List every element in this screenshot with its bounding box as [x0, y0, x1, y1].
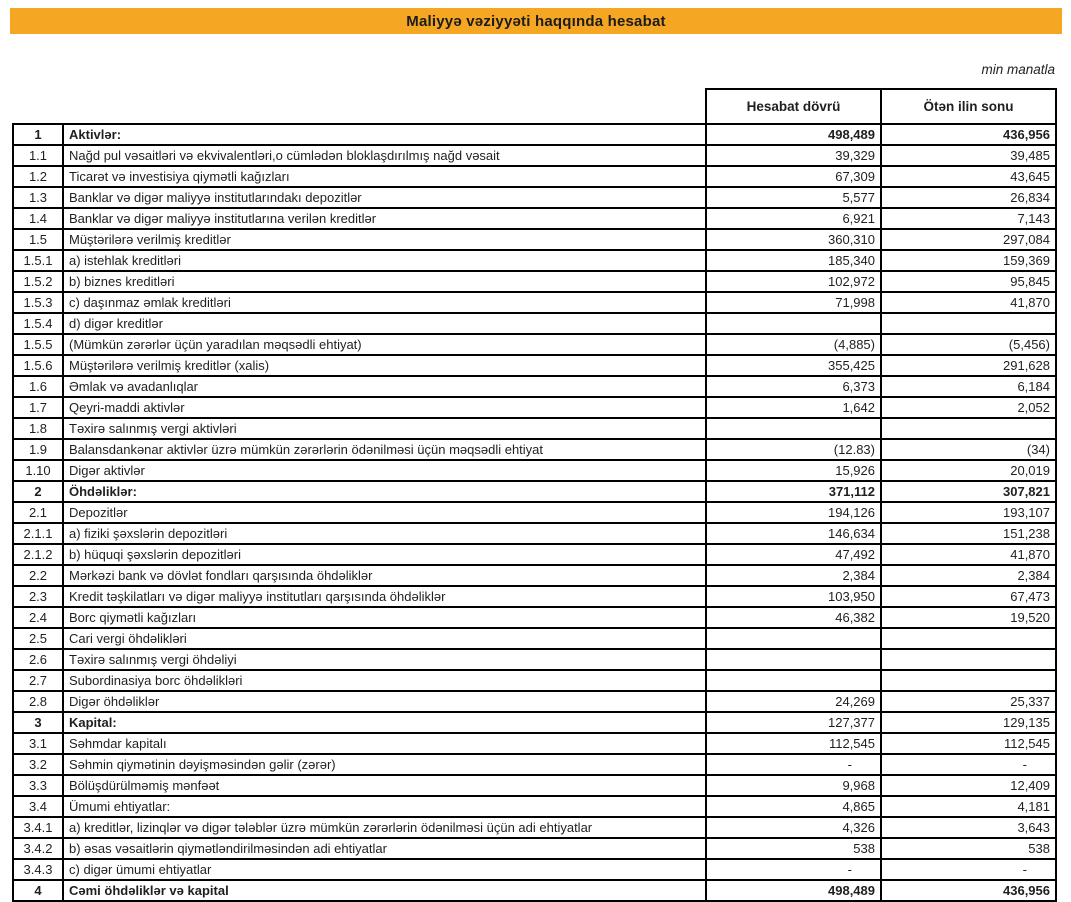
table-row [13, 670, 1056, 691]
value-current-period [706, 313, 881, 334]
value-current-period: 71,998 [706, 292, 881, 313]
row-number: 1.5 [13, 229, 63, 250]
table-row [13, 439, 1056, 460]
value-current-period: 4,865 [706, 796, 881, 817]
table-row [13, 859, 1056, 880]
value-current-period: 15,926 [706, 460, 881, 481]
table-row [13, 712, 1056, 733]
value-current-period: - [706, 754, 881, 775]
value-current-period [706, 628, 881, 649]
value-previous-year-end: 43,645 [881, 166, 1056, 187]
row-label: a) kreditlər, lizinqlər və digər tələblər üzrə mümkün zərərlərin ödənilməsi üçün adi ehtiyatlar [63, 817, 706, 838]
row-number: 2.1 [13, 502, 63, 523]
value-current-period: 185,340 [706, 250, 881, 271]
value-previous-year-end [881, 670, 1056, 691]
row-label: Nağd pul vəsaitləri və ekvivalentləri,o cümlədən bloklaşdırılmış nağd vəsait [63, 145, 706, 166]
table-row [13, 607, 1056, 628]
row-label: Bölüşdürülməmiş mənfəət [63, 775, 706, 796]
header-spacer [63, 89, 706, 124]
value-previous-year-end: 25,337 [881, 691, 1056, 712]
value-current-period: 538 [706, 838, 881, 859]
row-label: Əmlak və avadanlıqlar [63, 376, 706, 397]
unit-note: min manatla [981, 62, 1055, 77]
table-row [13, 418, 1056, 439]
value-previous-year-end [881, 649, 1056, 670]
value-current-period: 355,425 [706, 355, 881, 376]
row-number: 3.4.1 [13, 817, 63, 838]
table-row [13, 817, 1056, 838]
value-previous-year-end: 151,238 [881, 523, 1056, 544]
value-previous-year-end: 291,628 [881, 355, 1056, 376]
value-previous-year-end [881, 628, 1056, 649]
financial-position-table [12, 88, 1057, 902]
row-number: 2.5 [13, 628, 63, 649]
column-header-previous-year-end: Ötən ilin sonu [881, 89, 1056, 124]
value-current-period: 371,112 [706, 481, 881, 502]
value-previous-year-end: - [881, 859, 1056, 880]
row-label: Digər aktivlər [63, 460, 706, 481]
table-row [13, 628, 1056, 649]
row-number: 1.3 [13, 187, 63, 208]
table-row [13, 775, 1056, 796]
row-label: Borc qiymətli kağızları [63, 607, 706, 628]
value-previous-year-end [881, 313, 1056, 334]
row-number: 3.4.2 [13, 838, 63, 859]
table-row [13, 649, 1056, 670]
row-number: 2.2 [13, 565, 63, 586]
row-number: 1 [13, 124, 63, 145]
row-label: Cari vergi öhdəlikləri [63, 628, 706, 649]
table-row [13, 544, 1056, 565]
row-label: b) hüquqi şəxslərin depozitləri [63, 544, 706, 565]
value-previous-year-end: 20,019 [881, 460, 1056, 481]
row-number: 2.7 [13, 670, 63, 691]
value-previous-year-end: 26,834 [881, 187, 1056, 208]
row-label: Banklar və digər maliyyə institutlarındakı depozitlər [63, 187, 706, 208]
row-number: 2 [13, 481, 63, 502]
row-label: Mərkəzi bank və dövlət fondları qarşısında öhdəliklər [63, 565, 706, 586]
value-previous-year-end: 2,384 [881, 565, 1056, 586]
row-number: 1.5.4 [13, 313, 63, 334]
table-row [13, 397, 1056, 418]
value-current-period: 127,377 [706, 712, 881, 733]
row-label: Kredit təşkilatları və digər maliyyə institutları qarşısında öhdəliklər [63, 586, 706, 607]
value-current-period: 360,310 [706, 229, 881, 250]
row-number: 1.5.1 [13, 250, 63, 271]
table-row [13, 271, 1056, 292]
row-number: 2.4 [13, 607, 63, 628]
value-current-period: 6,373 [706, 376, 881, 397]
value-previous-year-end: 7,143 [881, 208, 1056, 229]
row-label: (Mümkün zərərlər üçün yaradılan məqsədli ehtiyat) [63, 334, 706, 355]
table-header-row [13, 89, 1056, 124]
row-label: a) istehlak kreditləri [63, 250, 706, 271]
row-number: 2.1.2 [13, 544, 63, 565]
row-label: c) digər ümumi ehtiyatlar [63, 859, 706, 880]
row-number: 1.6 [13, 376, 63, 397]
table-row [13, 481, 1056, 502]
page-title: Maliyyə vəziyyəti haqqında hesabat [406, 12, 666, 30]
row-number: 3.2 [13, 754, 63, 775]
table-row [13, 334, 1056, 355]
table-row [13, 523, 1056, 544]
row-number: 1.2 [13, 166, 63, 187]
value-previous-year-end: 436,956 [881, 124, 1056, 145]
row-number: 2.6 [13, 649, 63, 670]
table-row [13, 460, 1056, 481]
row-label: Səhmdar kapitalı [63, 733, 706, 754]
value-current-period: 2,384 [706, 565, 881, 586]
row-number: 1.10 [13, 460, 63, 481]
row-label: Qeyri-maddi aktivlər [63, 397, 706, 418]
value-current-period: 4,326 [706, 817, 881, 838]
row-label: c) daşınmaz əmlak kreditləri [63, 292, 706, 313]
table-row [13, 733, 1056, 754]
table-row [13, 754, 1056, 775]
table-row [13, 229, 1056, 250]
row-label: Səhmin qiymətinin dəyişməsindən gəlir (zərər) [63, 754, 706, 775]
value-previous-year-end: (34) [881, 439, 1056, 460]
value-previous-year-end: 297,084 [881, 229, 1056, 250]
row-label: Ticarət və investisiya qiymətli kağızları [63, 166, 706, 187]
row-number: 1.8 [13, 418, 63, 439]
row-number: 3.3 [13, 775, 63, 796]
table-row [13, 691, 1056, 712]
table-row [13, 838, 1056, 859]
value-current-period [706, 418, 881, 439]
value-current-period: 1,642 [706, 397, 881, 418]
row-number: 3.4.3 [13, 859, 63, 880]
value-previous-year-end: 307,821 [881, 481, 1056, 502]
value-previous-year-end: 41,870 [881, 544, 1056, 565]
row-number: 2.3 [13, 586, 63, 607]
row-label: Kapital: [63, 712, 706, 733]
value-previous-year-end: 159,369 [881, 250, 1056, 271]
value-current-period [706, 670, 881, 691]
row-label: Depozitlər [63, 502, 706, 523]
value-current-period: 103,950 [706, 586, 881, 607]
value-previous-year-end: 19,520 [881, 607, 1056, 628]
value-current-period: - [706, 859, 881, 880]
row-number: 2.1.1 [13, 523, 63, 544]
row-label: Təxirə salınmış vergi öhdəliyi [63, 649, 706, 670]
row-number: 4 [13, 880, 63, 901]
row-label: Cəmi öhdəliklər və kapital [63, 880, 706, 901]
value-previous-year-end: 3,643 [881, 817, 1056, 838]
row-number: 1.5.6 [13, 355, 63, 376]
row-label: Müştərilərə verilmiş kreditlər [63, 229, 706, 250]
row-label: b) əsas vəsaitlərin qiymətləndirilməsindən adi ehtiyatlar [63, 838, 706, 859]
value-previous-year-end: 6,184 [881, 376, 1056, 397]
table-row [13, 796, 1056, 817]
value-current-period: (4,885) [706, 334, 881, 355]
value-current-period: 6,921 [706, 208, 881, 229]
value-previous-year-end: 95,845 [881, 271, 1056, 292]
value-current-period: 24,269 [706, 691, 881, 712]
row-label: Müştərilərə verilmiş kreditlər (xalis) [63, 355, 706, 376]
value-current-period: 102,972 [706, 271, 881, 292]
table-row [13, 586, 1056, 607]
table-row [13, 376, 1056, 397]
table-row [13, 313, 1056, 334]
value-current-period: 498,489 [706, 124, 881, 145]
table-row [13, 250, 1056, 271]
row-label: Öhdəliklər: [63, 481, 706, 502]
table-row [13, 292, 1056, 313]
row-number: 1.5.3 [13, 292, 63, 313]
row-number: 3.4 [13, 796, 63, 817]
value-previous-year-end: - [881, 754, 1056, 775]
report-title-banner [10, 8, 1062, 34]
row-number: 3.1 [13, 733, 63, 754]
table-row [13, 502, 1056, 523]
value-previous-year-end [881, 418, 1056, 439]
table-row [13, 187, 1056, 208]
value-current-period [706, 649, 881, 670]
value-previous-year-end: 67,473 [881, 586, 1056, 607]
row-label: Balansdankənar aktivlər üzrə mümkün zərərlərin ödənilməsi üçün məqsədli ehtiyat [63, 439, 706, 460]
value-current-period: 194,126 [706, 502, 881, 523]
row-label: d) digər kreditlər [63, 313, 706, 334]
value-previous-year-end: 193,107 [881, 502, 1056, 523]
value-previous-year-end: 2,052 [881, 397, 1056, 418]
value-current-period: 39,329 [706, 145, 881, 166]
value-current-period: 9,968 [706, 775, 881, 796]
row-number: 1.9 [13, 439, 63, 460]
value-current-period: 47,492 [706, 544, 881, 565]
row-number: 1.1 [13, 145, 63, 166]
row-number: 1.7 [13, 397, 63, 418]
row-label: Banklar və digər maliyyə institutlarına verilən kreditlər [63, 208, 706, 229]
value-current-period: 112,545 [706, 733, 881, 754]
row-number: 1.5.5 [13, 334, 63, 355]
row-label: Aktivlər: [63, 124, 706, 145]
value-current-period: (12.83) [706, 439, 881, 460]
value-previous-year-end: (5,456) [881, 334, 1056, 355]
value-previous-year-end: 4,181 [881, 796, 1056, 817]
value-previous-year-end: 129,135 [881, 712, 1056, 733]
table-row [13, 124, 1056, 145]
row-number: 1.5.2 [13, 271, 63, 292]
row-label: Ümumi ehtiyatlar: [63, 796, 706, 817]
row-label: Subordinasiya borc öhdəlikləri [63, 670, 706, 691]
value-previous-year-end: 41,870 [881, 292, 1056, 313]
value-current-period: 498,489 [706, 880, 881, 901]
header-spacer [13, 89, 63, 124]
value-previous-year-end: 12,409 [881, 775, 1056, 796]
value-previous-year-end: 436,956 [881, 880, 1056, 901]
value-current-period: 5,577 [706, 187, 881, 208]
value-current-period: 146,634 [706, 523, 881, 544]
table-row [13, 166, 1056, 187]
row-number: 1.4 [13, 208, 63, 229]
row-label: b) biznes kreditləri [63, 271, 706, 292]
row-number: 2.8 [13, 691, 63, 712]
value-previous-year-end: 39,485 [881, 145, 1056, 166]
value-current-period: 67,309 [706, 166, 881, 187]
row-label: Təxirə salınmış vergi aktivləri [63, 418, 706, 439]
row-label: Digər öhdəliklər [63, 691, 706, 712]
table-row [13, 880, 1056, 901]
row-number: 3 [13, 712, 63, 733]
table-row [13, 145, 1056, 166]
value-previous-year-end: 538 [881, 838, 1056, 859]
column-header-current-period: Hesabat dövrü [706, 89, 881, 124]
table-row [13, 208, 1056, 229]
value-previous-year-end: 112,545 [881, 733, 1056, 754]
row-label: a) fiziki şəxslərin depozitləri [63, 523, 706, 544]
value-current-period: 46,382 [706, 607, 881, 628]
table-row [13, 355, 1056, 376]
table-row [13, 565, 1056, 586]
